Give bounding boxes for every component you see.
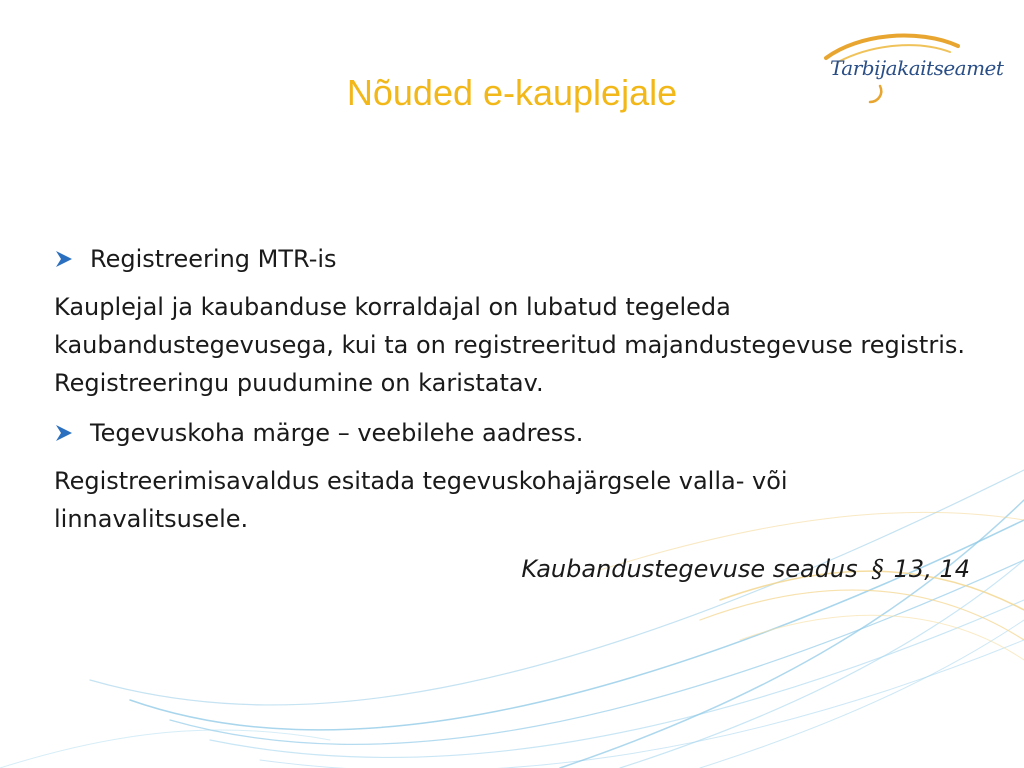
wave-line	[740, 615, 1024, 660]
wave-line	[700, 620, 1024, 768]
citation-sections: 13, 14	[893, 555, 970, 583]
bullet-item	[54, 240, 974, 278]
logo-text: Tarbijakaitseamet	[830, 56, 1004, 80]
slide-content	[54, 240, 974, 588]
citation-law: Kaubandustegevuse seadus	[521, 555, 858, 583]
bullet-label: Registreering MTR-is	[90, 245, 337, 273]
arrow-bullet-icon	[54, 249, 74, 269]
body-paragraph: Registreerimisavaldus esitada tegevuskohajärgsele valla- või linnavalitsusele.	[54, 467, 788, 533]
bullet-label: Tegevuskoha märge – veebilehe aadress.	[90, 419, 584, 447]
law-citation	[54, 550, 974, 588]
bullet-item	[54, 414, 974, 452]
body-paragraph: Kauplejal ja kaubanduse korraldajal on lubatud tegeleda kaubandustegevusega, kui ta on registreeritud majandustegevuse registris. Registreeringu puudumine on karistatav.	[54, 293, 966, 397]
wave-line	[260, 640, 1024, 768]
arrow-bullet-icon	[54, 423, 74, 443]
section-symbol: §	[871, 555, 884, 583]
page-title: Nõuded e-kauplejale	[346, 72, 678, 113]
wave-line	[210, 600, 1024, 758]
